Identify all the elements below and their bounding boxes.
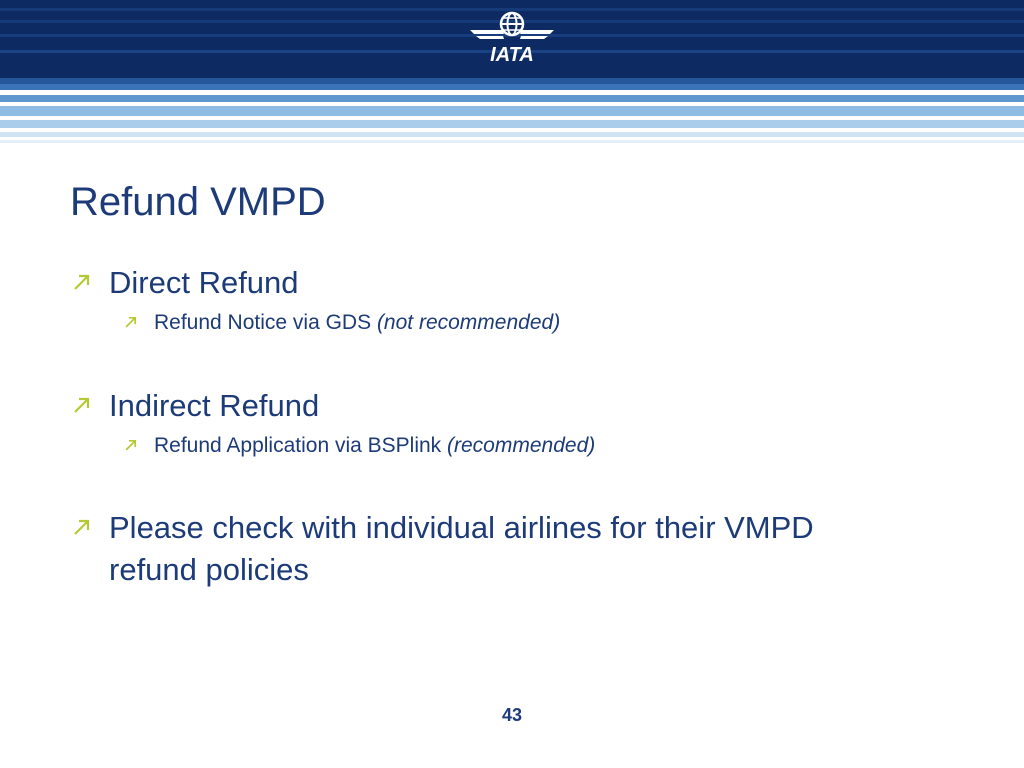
bullet-text: Please check with individual airlines for their VMPD refund policies <box>109 510 814 587</box>
sub-bullet-text <box>154 432 954 460</box>
sub-bullet-note: (recommended) <box>447 434 596 457</box>
header-band <box>0 0 1024 150</box>
iata-logo <box>462 4 562 68</box>
arrow-up-right-icon <box>72 395 92 415</box>
sub-bullet-note: (not recommended) <box>376 311 561 334</box>
bullet-text: Indirect Refund <box>109 388 320 423</box>
arrow-up-right-icon <box>124 438 138 452</box>
sub-bullet-main: Refund Application via BSPlink <box>154 434 448 457</box>
slide-title: Refund VMPD <box>70 180 326 224</box>
arrow-up-right-icon <box>72 272 92 292</box>
arrow-up-right-icon <box>124 315 138 329</box>
sub-bullet-text <box>154 309 954 337</box>
page-number: 43 <box>501 705 523 725</box>
sub-bullet-main: Refund Notice via GDS <box>154 311 377 334</box>
arrow-up-right-icon <box>72 517 92 537</box>
logo-text: IATA <box>490 44 534 66</box>
bullet-text: Direct Refund <box>109 265 299 300</box>
